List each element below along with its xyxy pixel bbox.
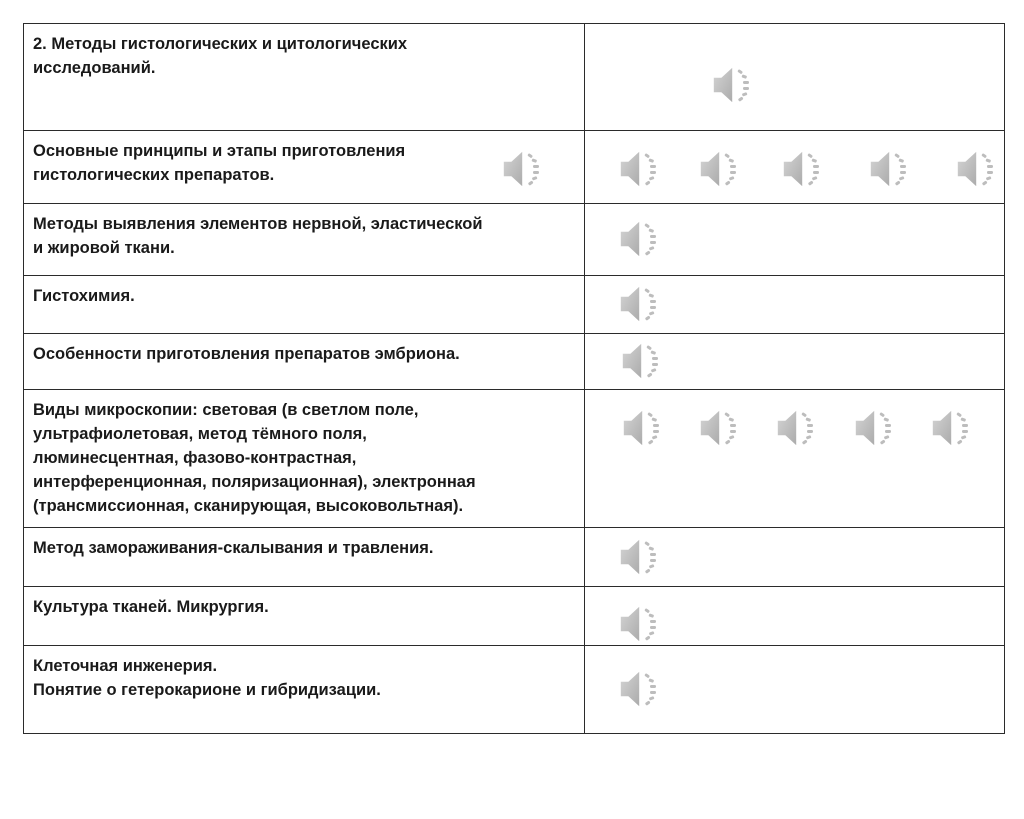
table-row [24,646,1005,734]
topic-cell [24,24,585,131]
speaker-icon[interactable] [616,534,662,580]
topic-cell [24,204,585,276]
topic-text: 2. Методы гистологических и цитологических исследований. [33,35,408,77]
table-row [24,131,1005,204]
topic-text: Виды микроскопии: световая (в светлом поле, ультрафиолетовая, метод тёмного поля, люминесцентная, фазово-контрастная, интерференционная, поляризационная), электронная (трансмиссионная, сканирующая, высоковольтная). [33,401,476,515]
topic-cell [24,276,585,334]
topic-text: Гистохимия. [33,287,135,305]
audio-cell [585,528,1005,587]
speaker-icon[interactable] [616,666,662,712]
topic-text: Метод замораживания-скалывания и травления. [33,539,434,557]
audio-cell [585,390,1005,528]
topic-text: Методы выявления элементов нервной, эластической и жировой ткани. [33,215,483,257]
table-row [24,334,1005,390]
speaker-icon[interactable] [499,146,545,192]
audio-cell [585,131,1005,204]
audio-cell [585,646,1005,734]
speaker-icon[interactable] [779,146,825,192]
table-row [24,528,1005,587]
speaker-icon[interactable] [616,216,662,262]
topic-cell [24,528,585,587]
topic-cell [24,646,585,734]
speaker-icon[interactable] [616,281,662,327]
speaker-icon[interactable] [619,405,665,451]
speaker-icon[interactable] [709,62,755,108]
table-row [24,276,1005,334]
speaker-icon[interactable] [696,405,742,451]
speaker-icon[interactable] [928,405,974,451]
audio-cell [585,276,1005,334]
topics-table [23,23,1005,734]
table-row [24,24,1005,131]
topic-cell [24,131,585,204]
speaker-icon[interactable] [618,338,664,384]
topic-text: Основные принципы и этапы приготовления гистологических препаратов. [33,142,406,184]
topic-text: Клеточная инженерия. Понятие о гетерокарионе и гибридизации. [33,657,381,699]
speaker-icon[interactable] [953,146,999,192]
speaker-icon[interactable] [696,146,742,192]
speaker-icon[interactable] [616,146,662,192]
topic-text: Культура тканей. Микрургия. [33,598,269,616]
topic-text: Особенности приготовления препаратов эмбриона. [33,345,460,363]
speaker-icon[interactable] [773,405,819,451]
table-row [24,587,1005,646]
speaker-icon[interactable] [866,146,912,192]
audio-cell [585,334,1005,390]
audio-cell [585,204,1005,276]
table-row [24,204,1005,276]
audio-cell [585,587,1005,646]
speaker-icon[interactable] [616,601,662,647]
speaker-icon[interactable] [851,405,897,451]
topic-cell [24,587,585,646]
table-row [24,390,1005,528]
topic-cell [24,390,585,528]
audio-cell [585,24,1005,131]
topic-cell [24,334,585,390]
